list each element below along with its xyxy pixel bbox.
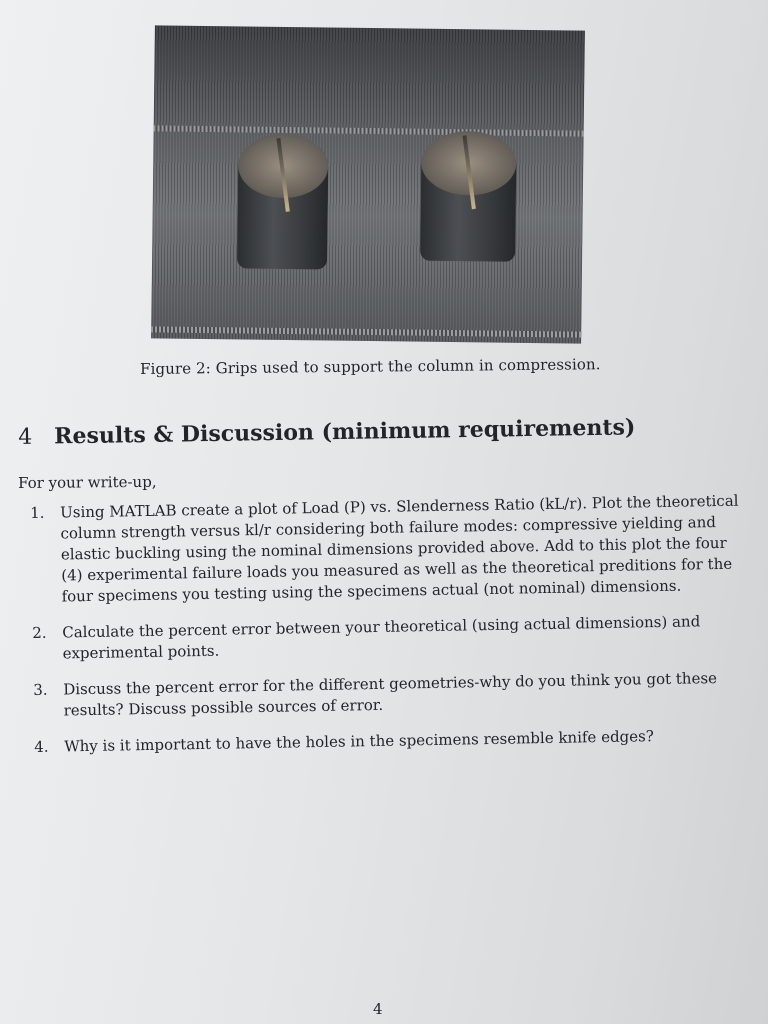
- list-item: [32, 611, 745, 665]
- right-grip: [420, 131, 517, 262]
- list-item-text: Why is it important to have the holes in the specimens resemble knife edges?: [64, 727, 654, 756]
- grips-photo: [151, 25, 585, 343]
- list-item: [34, 725, 746, 758]
- list-item-text: Using MATLAB create a plot of Load (P) vs. Slenderness Ratio (kL/r). Plot the theoretical column strength versus kl/r considering both failure modes: compressive yielding and elastic buckling using the nominal dimensions provided above. Add to this plot the four (4) experimental failure loads you measured as well as the theoretical preditions for the four specimens you testing using the specimens actual (not nominal) dimensions.: [60, 491, 739, 606]
- section-title: Results & Discussion (minimum requirements): [53, 414, 636, 450]
- list-item: [30, 491, 744, 608]
- list-item: [33, 668, 746, 722]
- requirements-list: [30, 491, 747, 773]
- list-marker: 4.: [34, 737, 49, 756]
- list-item-text: Calculate the percent error between your theoretical (using actual dimensions) and experimental points.: [62, 612, 701, 663]
- section-heading: [18, 414, 636, 450]
- intro-text: For your write-up,: [18, 472, 157, 492]
- grip-rail-bottom: [151, 326, 581, 337]
- section-number: 4: [18, 424, 33, 450]
- grip-rail-top: [154, 125, 584, 136]
- figure-caption: Figure 2: Grips used to support the column in compression.: [140, 355, 601, 378]
- page-number: 4: [373, 1000, 383, 1018]
- list-marker: 2.: [32, 623, 47, 642]
- left-grip: [237, 133, 329, 269]
- list-marker: 1.: [30, 503, 45, 522]
- list-item-text: Discuss the percent error for the different geometries-why do you think you got these results? Discuss possible sources of error.: [63, 669, 718, 720]
- list-marker: 3.: [33, 680, 48, 699]
